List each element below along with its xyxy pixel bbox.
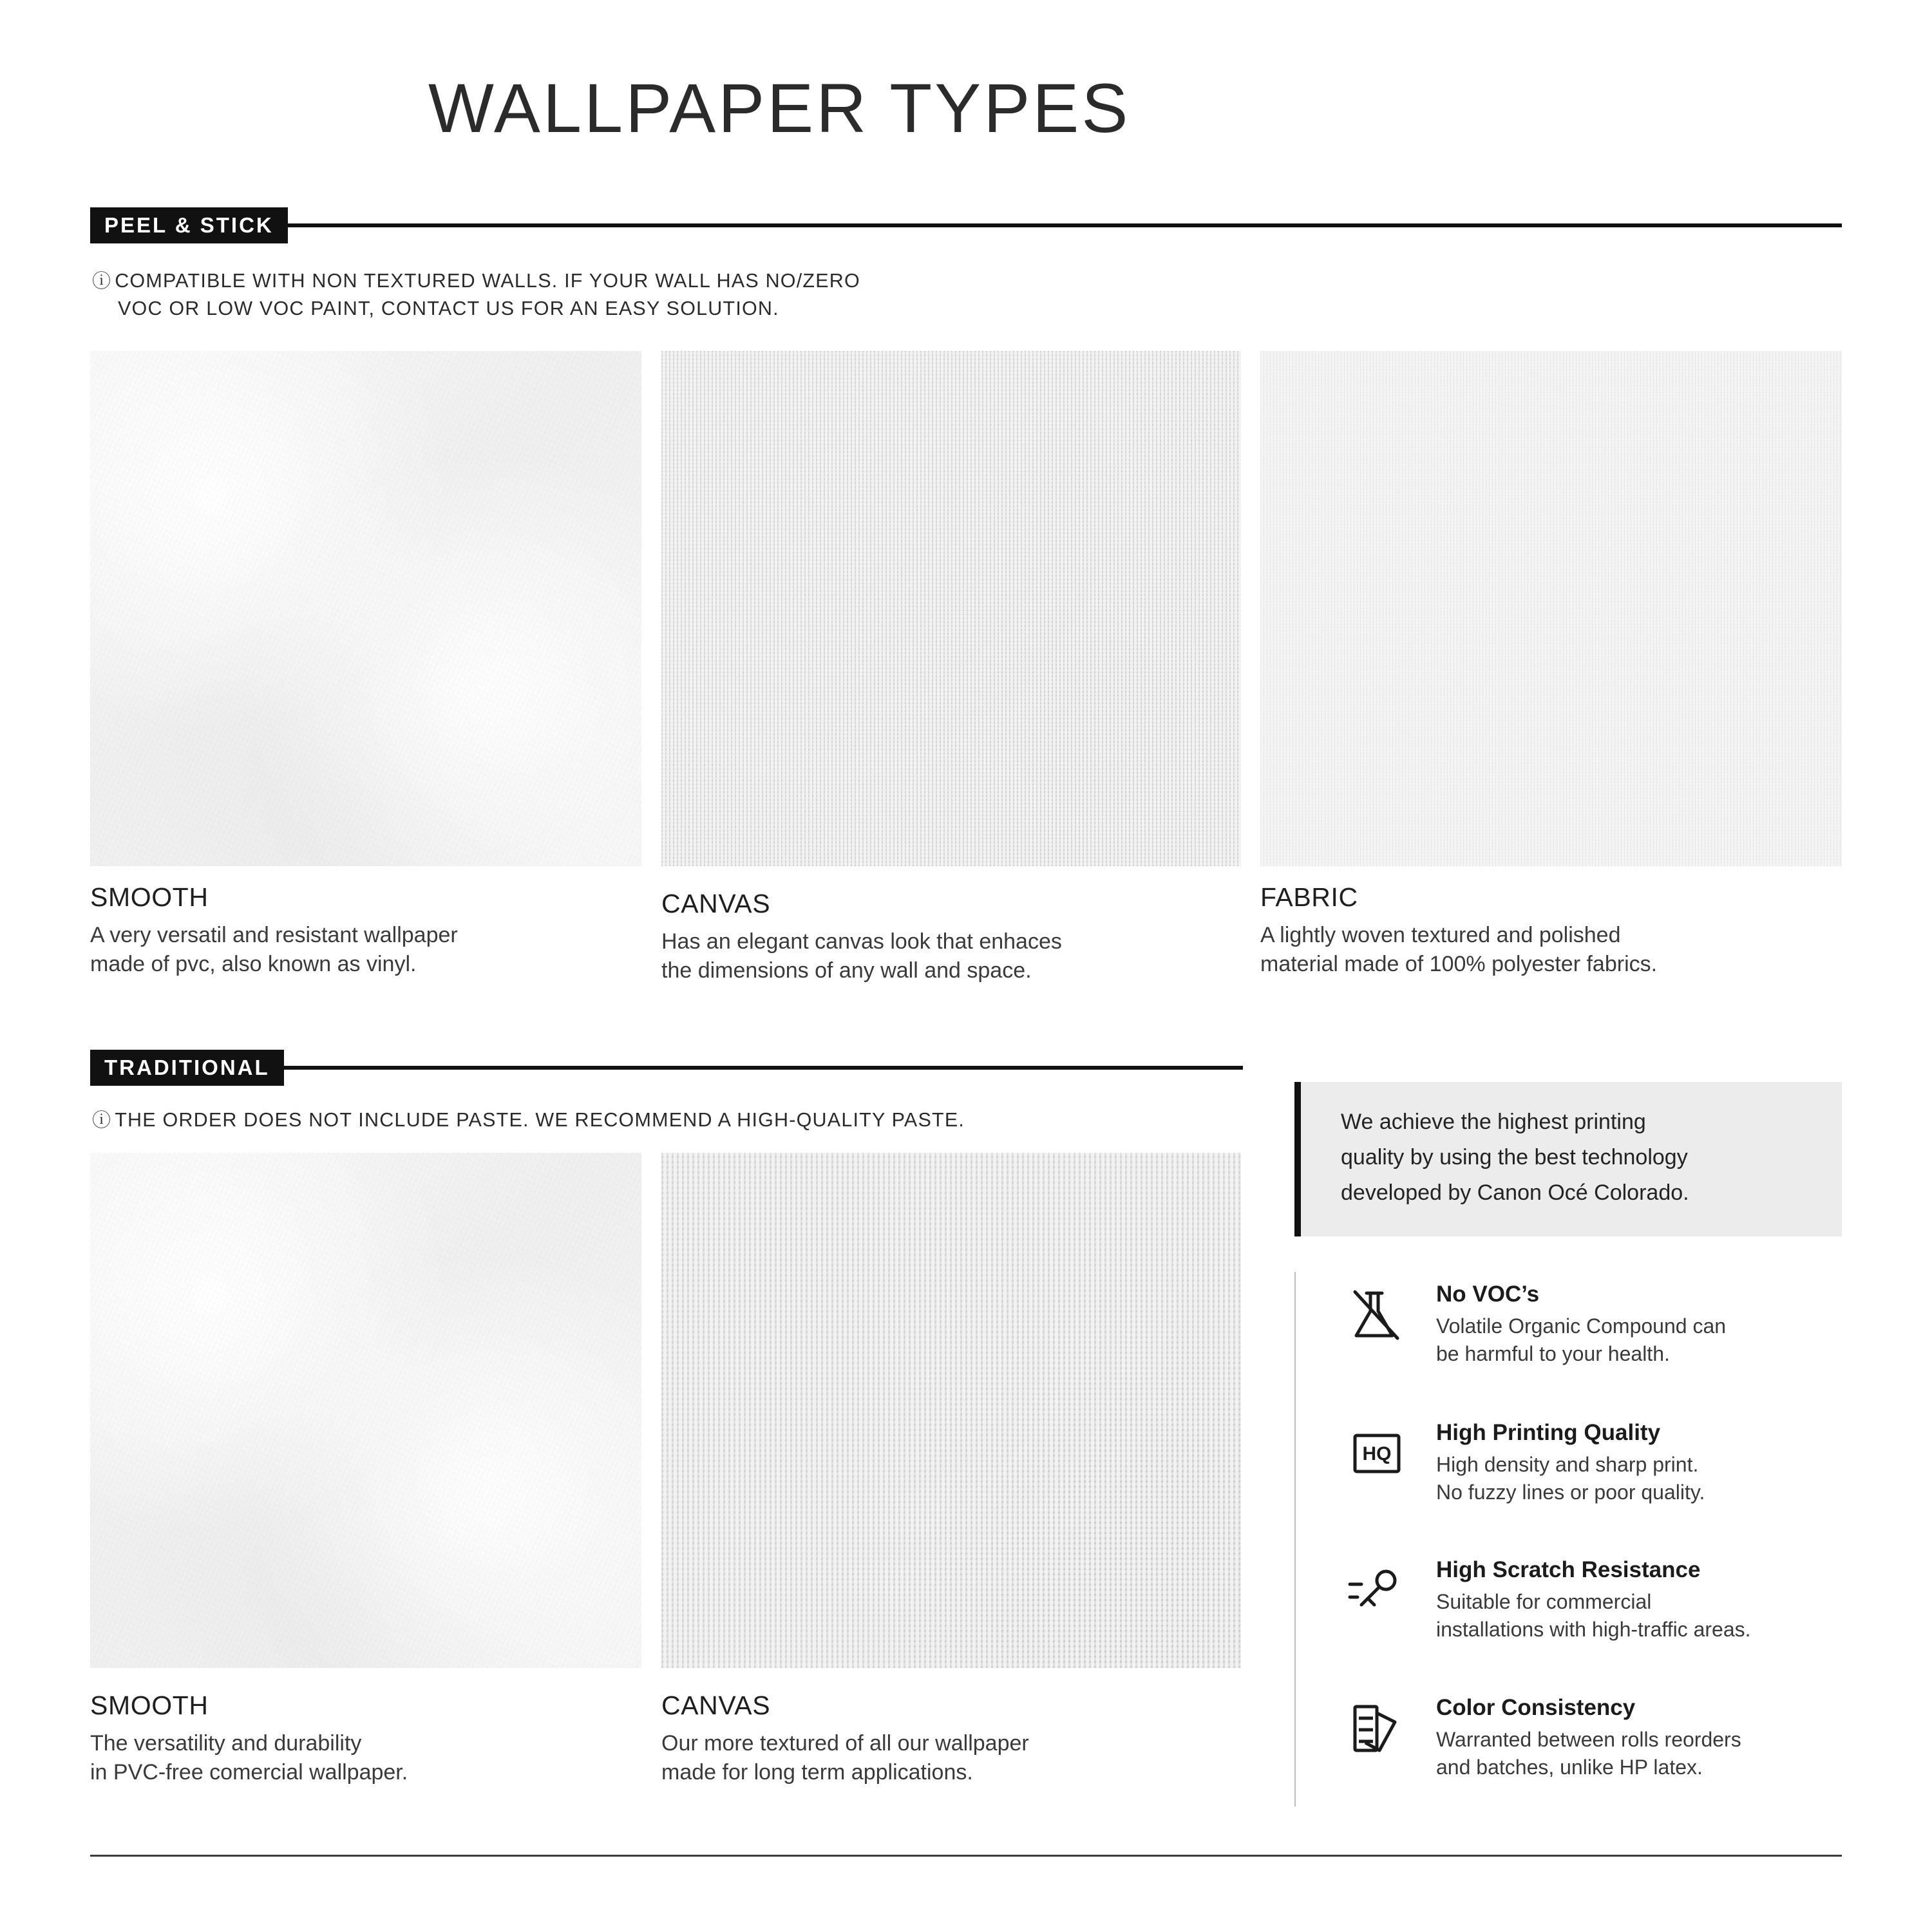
note-line-2: VOC OR LOW VOC PAINT, CONTACT US FOR AN EASY SOLUTION. [118,298,779,320]
desc-line-2: made for long term applications. [661,1760,973,1785]
desc-line-1: High density and sharp print. [1436,1453,1699,1476]
swatch-title-trad-smooth: SMOOTH [90,1690,209,1720]
scratch-resistance-key-icon [1346,1560,1408,1622]
swatch-title-trad-canvas: CANVAS [661,1690,771,1720]
section-tag-traditional: TRADITIONAL [90,1050,284,1086]
feature-title: High Printing Quality [1436,1420,1661,1445]
swatch-desc-peel-canvas [661,927,1241,985]
desc-line-2: the dimensions of any wall and space. [661,958,1032,983]
quote-line-1: We achieve the highest printing [1341,1110,1646,1134]
desc-line-2: and batches, unlike HP latex. [1436,1755,1703,1779]
desc-line-1: Has an elegant canvas look that enhaces [661,929,1062,954]
note-traditional [92,1106,1245,1134]
swatch-title-peel-fabric: FABRIC [1260,882,1358,912]
quote-line-3: developed by Canon Océ Colorado. [1341,1180,1689,1206]
quote-line-2: quality by using the best technology [1341,1145,1688,1170]
swatch-peel-stick-fabric [1260,351,1842,866]
info-icon: ⓘ [92,1110,112,1131]
swatch-desc-trad-canvas [661,1729,1241,1787]
desc-line-2: be harmful to your health. [1436,1341,1670,1365]
hq-print-icon [1346,1423,1408,1484]
feature-title: Color Consistency [1436,1695,1636,1720]
desc-line-1: A very versatil and resistant wallpaper [90,923,458,947]
desc-line-2: No fuzzy lines or poor quality. [1436,1480,1705,1504]
quote-text [1341,1104,1843,1211]
note-line-1: COMPATIBLE WITH NON TEXTURED WALLS. IF YOUR WALL HAS NO/ZERO [115,270,860,292]
feature-desc [1436,1726,1741,1781]
color-consistency-swatch-icon [1346,1698,1408,1759]
section-header-peel-stick [90,207,1842,243]
note-line-1: THE ORDER DOES NOT INCLUDE PASTE. WE RECOMMEND A HIGH-QUALITY PASTE. [115,1109,965,1131]
desc-line-1: Warranted between rolls reorders [1436,1728,1741,1751]
swatch-desc-trad-smooth [90,1729,644,1787]
no-voc-flask-icon [1346,1284,1408,1346]
feature-desc [1436,1312,1726,1367]
page-title: WALLPAPER TYPES [428,69,1131,147]
swatch-desc-peel-fabric [1260,921,1846,979]
section-rule [284,1066,1243,1070]
desc-line-1: Suitable for commercial [1436,1590,1652,1613]
desc-line-1: Our more textured of all our wallpaper [661,1731,1029,1756]
swatch-traditional-canvas [661,1153,1241,1668]
svg-text:HQ: HQ [1362,1443,1392,1464]
desc-line-1: The versatility and durability [90,1731,362,1756]
swatch-title-peel-canvas: CANVAS [661,889,771,918]
desc-line-1: Volatile Organic Compound can [1436,1314,1727,1338]
desc-line-1: A lightly woven textured and polished [1260,923,1621,947]
swatch-traditional-smooth [90,1153,641,1668]
section-header-traditional [90,1050,1243,1086]
swatch-peel-stick-canvas [661,351,1241,866]
desc-line-2: made of pvc, also known as vinyl. [90,952,417,977]
feature-desc [1436,1451,1705,1506]
feature-desc [1436,1588,1751,1643]
section-tag-peel-stick: PEEL & STICK [90,207,288,243]
swatch-peel-stick-smooth [90,351,641,866]
feature-title: No VOC’s [1436,1282,1540,1307]
desc-line-2: material made of 100% polyester fabrics. [1260,952,1658,977]
feature-list-divider [1294,1272,1296,1806]
note-peel-stick [92,267,1251,323]
info-icon: ⓘ [92,271,112,292]
swatch-title-peel-smooth: SMOOTH [90,882,209,912]
swatch-desc-peel-smooth [90,921,644,979]
desc-line-2: installations with high-traffic areas. [1436,1617,1751,1641]
quote-accent-bar [1294,1082,1301,1236]
section-rule [288,223,1842,227]
bottom-divider [90,1855,1842,1857]
desc-line-2: in PVC-free comercial wallpaper. [90,1760,408,1785]
feature-title: High Scratch Resistance [1436,1557,1701,1582]
